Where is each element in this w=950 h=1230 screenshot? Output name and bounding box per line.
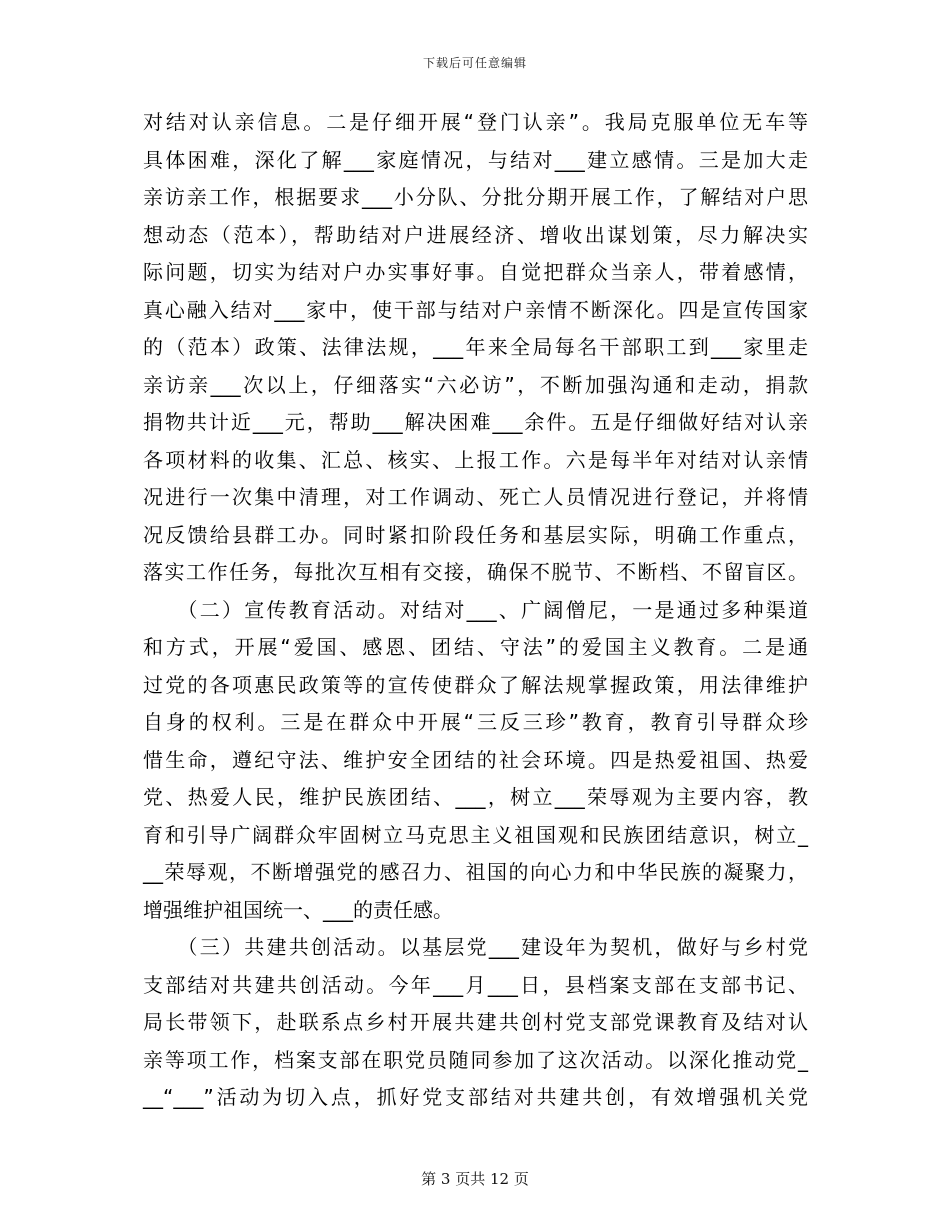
text-line: 况反馈给县群工办。同时紧扣阶段任务和基层实际，明确工作重点， — [143, 522, 808, 547]
text-line: 况进行一次集中清理，对工作调动、死亡人员情况进行登记，并将情 — [143, 485, 808, 509]
text-line: （二）宣传教育活动。对结对___、广阔僧尼，一是通过多种渠道 — [143, 597, 808, 622]
text-line: 落实工作任务，每批次互相有交接，确保不脱节、不断档、不留盲区。 — [143, 560, 808, 584]
text-line: 自身的权利。三是在群众中开展“三反三珍”教育，教育引导群众珍 — [143, 710, 808, 734]
text-line: 支部结对共建共创活动。今年___月___日，县档案支部在支部书记、 — [143, 972, 808, 997]
text-line: 惜生命，遵纪守法、维护安全团结的社会环境。四是热爱祖国、热爱 — [143, 747, 808, 772]
text-line: 具体困难，深化了解___家庭情况，与结对___建立感情。三是加大走 — [143, 147, 808, 172]
text-line: __荣辱观，不断增强党的感召力、祖国的向心力和中华民族的凝聚力， — [143, 860, 808, 884]
text-line: 局长带领下，赴联系点乡村开展共建共创村党支部党课教育及结对认 — [143, 1010, 808, 1034]
text-line: 亲访亲___次以上，仔细落实“六必访”，不断加强沟通和走动，捐款 — [143, 372, 808, 397]
text-line: 对结对认亲信息。二是仔细开展“登门认亲”。我局克服单位无车等 — [143, 110, 808, 134]
text-line: 过党的各项惠民政策等的宣传使群众了解法规掌握政策，用法律维护 — [143, 672, 808, 697]
page-header: 下载后可任意编辑 — [422, 56, 527, 70]
text-line: 亲等项工作，档案支部在职党员随同参加了这次活动。以深化推动党_ — [143, 1047, 808, 1072]
text-line: 想动态（范本），帮助结对户进展经济、增收出谋划策，尽力解决实 — [143, 222, 808, 247]
text-line: 真心融入结对___家中，使干部与结对户亲情不断深化。四是宣传国家 — [143, 297, 808, 322]
text-line: 的（范本）政策、法律法规，___年来全局每名干部职工到___家里走 — [143, 335, 808, 359]
text-line: 捐物共计近___元，帮助___解决困难___余件。五是仔细做好结对认亲 — [143, 410, 808, 434]
text-line: __“___”活动为切入点，抓好党支部结对共建共创，有效增强机关党 — [143, 1085, 808, 1109]
text-line: 育和引导广阔群众牢固树立马克思主义祖国观和民族团结意识，树立_ — [143, 822, 808, 847]
text-line: （三）共建共创活动。以基层党___建设年为契机，做好与乡村党 — [143, 935, 808, 959]
text-line: 和方式，开展“爱国、感恩、团结、守法”的爱国主义教育。二是通 — [143, 635, 808, 659]
document-body — [143, 104, 808, 1117]
text-line: 际问题，切实为结对户办实事好事。自觉把群众当亲人，带着感情， — [143, 260, 808, 284]
text-line: 党、热爱人民，维护民族团结、___，树立___荣辱观为主要内容，教 — [143, 785, 808, 809]
text-line: 亲访亲工作，根据要求___小分队、分批分期开展工作，了解结对户思 — [143, 185, 808, 209]
page-number: 第 3 页共 12 页 — [421, 1170, 529, 1188]
text-line: 增强维护祖国统一、___的责任感。 — [143, 897, 453, 922]
text-line: 各项材料的收集、汇总、核实、上报工作。六是每半年对结对认亲情 — [143, 447, 808, 472]
